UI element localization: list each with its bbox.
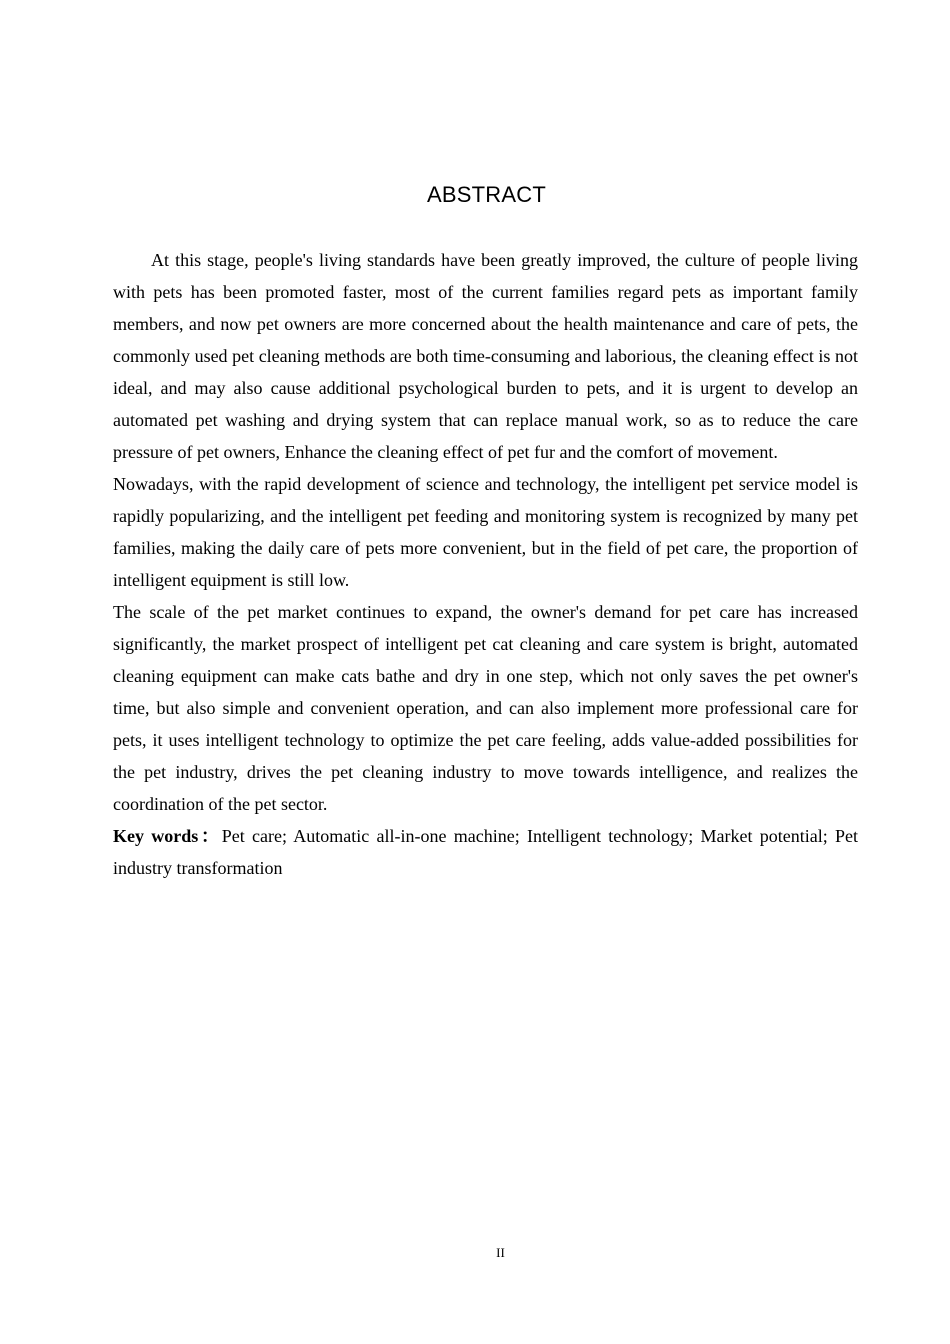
- paragraph-1: At this stage, people's living standards have been greatly improved, the culture of people living with pets has been promoted faster, most of the current families regard pets as important family members, and now pet owners are more concerned about the health maintenance and care of pets, the commonly used pet cleaning methods are both time-consuming and laborious, the cleaning effect is not ideal, and may also cause additional psychological burden to pets, and it is urgent to develop an automated pet washing and drying system that can replace manual work, so as to reduce the care pressure of pet owners, Enhance the cleaning effect of pet fur and the comfort of movement.: [113, 250, 858, 462]
- keywords-label: Key words：: [113, 826, 222, 846]
- paragraph-3: The scale of the pet market continues to expand, the owner's demand for pet care has increased significantly, the market prospect of intelligent pet cat cleaning and care system is bright, automated cleaning equipment can make cats bathe and dry in one step, which not only saves the pet owner's time, but also simple and convenient operation, and can also implement more professional care for pets, it uses intelligent technology to optimize the pet care feeling, adds value-added possibilities for the pet industry, drives the pet cleaning industry to move towards intelligence, and realizes the coordination of the pet sector.: [113, 602, 858, 814]
- abstract-body: [113, 244, 858, 884]
- keywords-paragraph: [113, 820, 858, 884]
- keywords-text: Pet care; Automatic all-in-one machine; Intelligent technology; Market potential; Pet industry transformation: [113, 826, 858, 878]
- paragraph-2: Nowadays, with the rapid development of science and technology, the intelligent pet service model is rapidly popularizing, and the intelligent pet feeding and monitoring system is recognized by many pet families, making the daily care of pets more convenient, but in the field of pet care, the proportion of intelligent equipment is still low.: [113, 474, 858, 590]
- abstract-title: ABSTRACT: [427, 182, 546, 207]
- page-number: II: [496, 1245, 505, 1260]
